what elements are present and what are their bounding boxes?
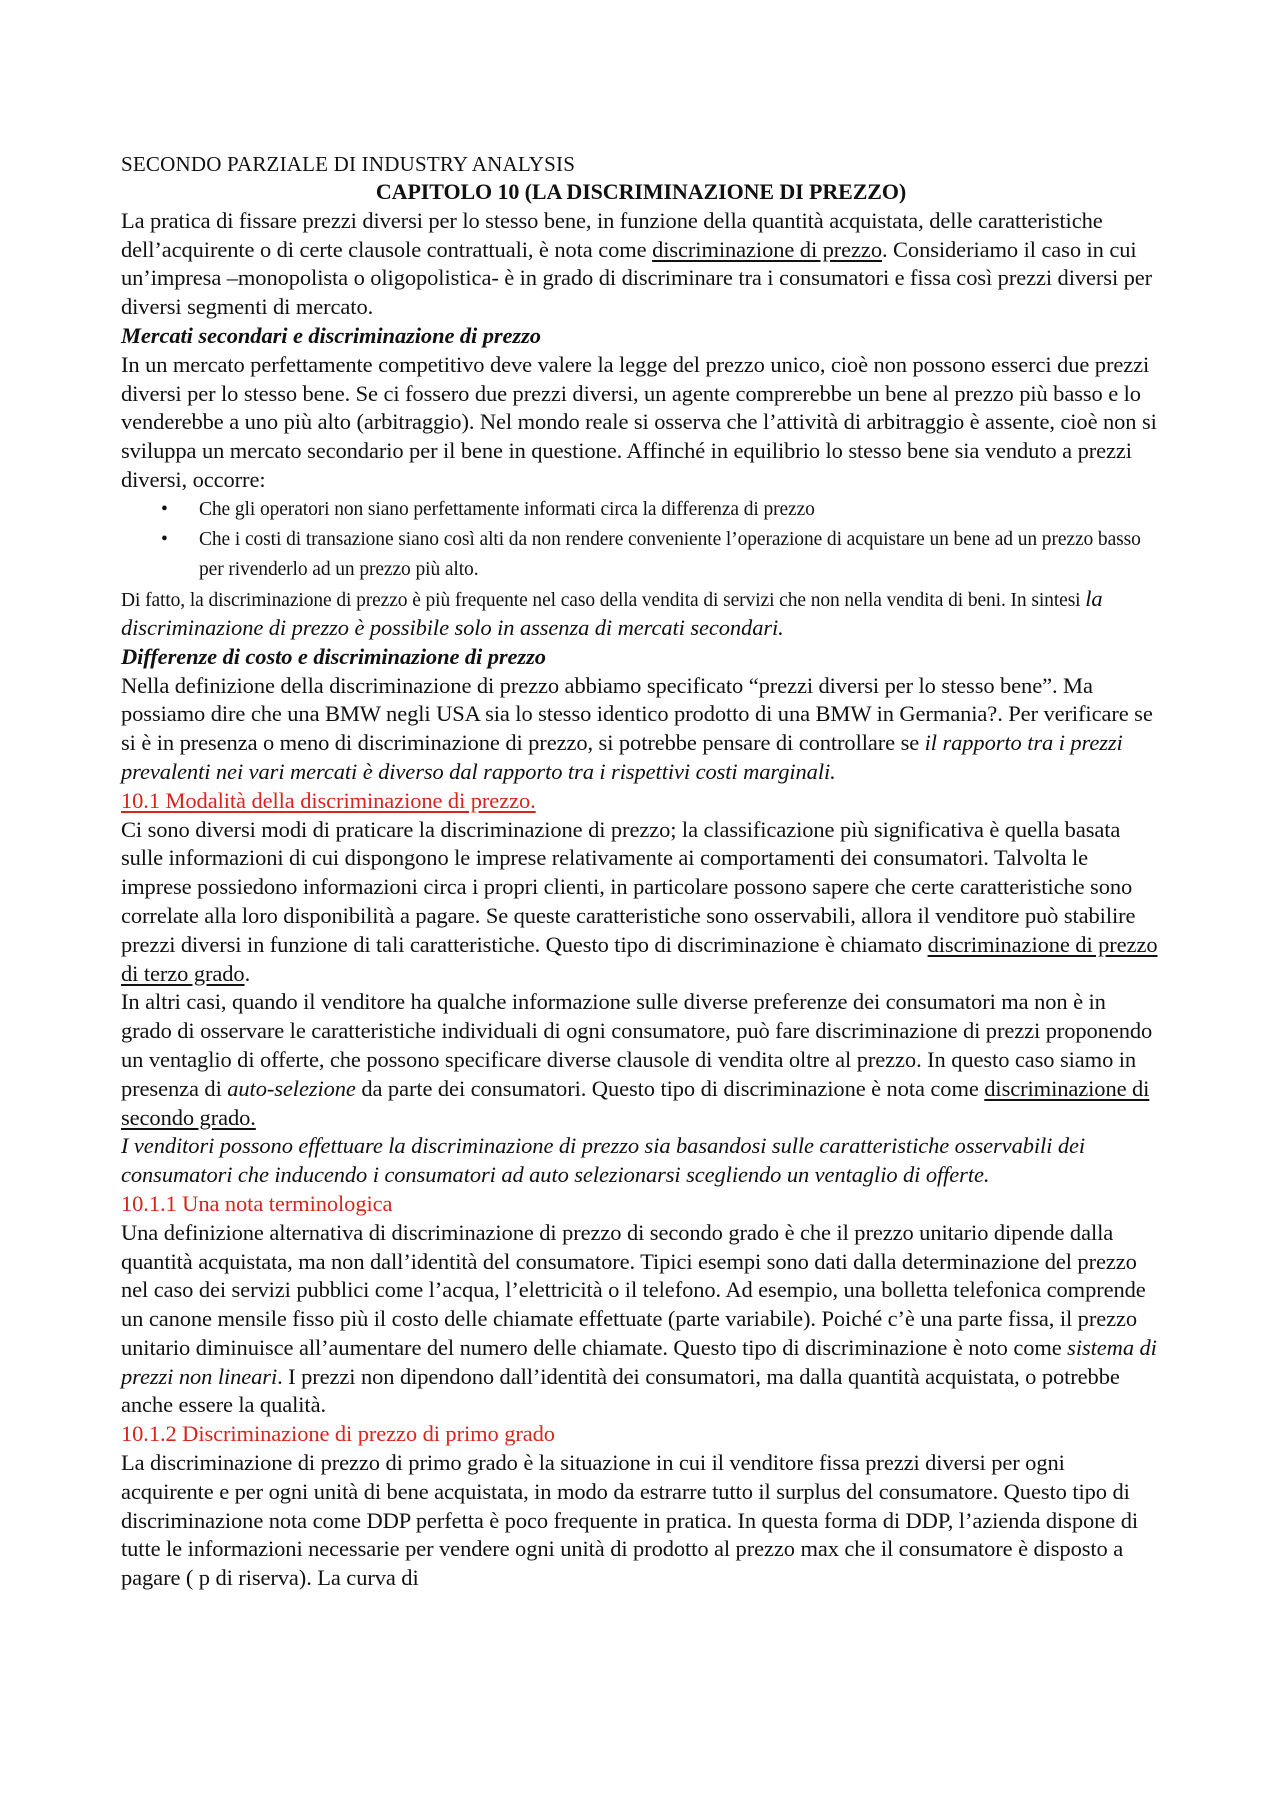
heading-10-1-2: 10.1.2 Discriminazione di prezzo di primo grado bbox=[121, 1421, 555, 1447]
heading-10-1-text: 10.1 Modalità della discriminazione di prezzo. bbox=[121, 787, 536, 813]
conditions-list bbox=[121, 495, 1161, 585]
intro-term: discriminazione di prezzo bbox=[652, 236, 882, 262]
cost-differences-body bbox=[121, 672, 1161, 787]
heading-10-1-1: 10.1.1 Una nota terminologica bbox=[121, 1190, 393, 1216]
section-10-1-paragraph-1 bbox=[121, 816, 1161, 989]
section-10-1-summary: I venditori possono effettuare la discriminazione di prezzo sia basandosi sulle caratteristiche osservabili dei consumatori che inducendo i consumatori ad auto selezionarsi scegliendo un ventaglio di offerte. bbox=[121, 1133, 1086, 1188]
list-item-text: Che gli operatori non siano perfettamente informati circa la differenza di prezzo bbox=[199, 498, 815, 520]
list-item bbox=[121, 495, 1161, 525]
secondary-markets-conclusion bbox=[121, 585, 1161, 643]
p2-mid: da parte dei consumatori. Questo tipo di discriminazione è nota come bbox=[355, 1075, 985, 1101]
p1-text: Ci sono diversi modi di praticare la discriminazione di prezzo; la classificazione più significativa è quella basata sulle informazioni di cui dispongono le imprese relativamente ai comportamenti dei consumatori. Talvolta le imprese possiedono informazioni circa i propri clienti, in particolare possono sapere che certe caratteristiche sono correlate alla loro disponibilità a pagare. Se queste caratteristiche sono osservabili, allora il venditore può stabilire prezzi diversi in funzione di tali caratteristiche. Questo tipo di discriminazione è chiamato bbox=[121, 816, 1136, 957]
bullet-icon: • bbox=[161, 498, 168, 520]
intro-text-2: . Consideriamo il caso in cui un’impresa –monopolista o oligopolistica- è in grado di discriminare tra i consumatori e fissa così prezzi diversi per diversi segmenti di mercato. bbox=[121, 236, 1153, 320]
conclusion-italic: la discriminazione di prezzo è possibile solo in assenza di mercati secondari. bbox=[121, 585, 1103, 640]
cost-italic: il rapporto tra i prezzi prevalenti nei vari mercati è diverso dal rapporto tra i rispettivi costi marginali. bbox=[121, 730, 1123, 784]
heading-cost-differences: Differenze di costo e discriminazione di prezzo bbox=[121, 643, 546, 669]
chapter-title: CAPITOLO 10 (LA DISCRIMINAZIONE DI PREZZO) bbox=[375, 179, 907, 204]
conclusion-text: Di fatto, la discriminazione di prezzo è più frequente nel caso della vendita di servizi che non nella vendita di beni. In sintesi bbox=[121, 589, 1086, 611]
intro-text-1: La pratica di fissare prezzi diversi per lo stesso bene, in funzione della quantità acquistata, delle caratteristiche dell’acquirente o di certe clausole contrattuali, è nota come bbox=[121, 207, 1103, 262]
secondary-markets-body: In un mercato perfettamente competitivo deve valere la legge del prezzo unico, cioè non possono esserci due prezzi diversi per lo stesso bene. Se ci fossero due prezzi diversi, un agente comprerebbe un bene al prezzo più basso e lo venderebbe a uno più alto (arbitraggio). Nel mondo reale si osserva che l’attività di arbitraggio è assente, cioè non si sviluppa un mercato secondario per il bene in questione. Affinché in equilibrio lo stesso bene sia venduto a prezzi diversi, occorre: bbox=[121, 351, 1157, 492]
section-10-1-2-body: La discriminazione di prezzo di primo grado è la situazione in cui il venditore fissa prezzi diversi per ogni acquirente e per ogni unità di bene acquistata, in modo da estrarre tutto il surplus del consumatore. Questo tipo di discriminazione nota come DDP perfetta è poco frequente in pratica. In questa forma di DDP, l’azienda dispone di tutte le informazioni necessarie per vendere ogni unità di prodotto al prezzo max che il consumatore è disposto a pagare ( p di riserva). La curva di bbox=[121, 1450, 1138, 1591]
section-10-1-1-body bbox=[121, 1219, 1161, 1421]
list-item bbox=[121, 525, 1161, 585]
p2-text: In altri casi, quando il venditore ha qualche informazione sulle diverse preferenze dei consumatori ma non è in grado di osservare le caratteristiche individuali di ogni consumatore, può fare discriminazione di prezzi proponendo un ventaglio di offerte, che possono specificare diverse clausole di vendita oltre al prezzo. In questo caso siamo in presenza di bbox=[121, 989, 1153, 1101]
p1-end: . bbox=[244, 960, 251, 986]
list-item-text: Che i costi di transazione siano così alti da non rendere conveniente l’operazione di acquistare un bene ad un prezzo basso per rivenderlo ad un prezzo più alto. bbox=[199, 528, 1141, 580]
terminology-end: . I prezzi non dipendono dall’identità dei consumatori, ma dalla quantità acquistata, o potrebbe anche essere la qualità. bbox=[121, 1363, 1120, 1418]
bullet-icon: • bbox=[161, 528, 168, 550]
terminology-text: Una definizione alternativa di discriminazione di prezzo di secondo grado è che il prezzo unitario dipende dalla quantità acquistata, ma non dall’identità del consumatore. Tipici esempi sono dati dalla determinazione del prezzo nel caso dei servizi pubblici come l’acqua, l’elettricità o il telefono. Ad esempio, una bolletta telefonica comprende un canone mensile fisso più il costo delle chiamate effettuate (parte variabile). Poiché c’è una parte fissa, il prezzo unitario diminuisce all’aumentare del numero delle chiamate. Questo tipo di discriminazione è noto come bbox=[121, 1219, 1146, 1360]
document-page bbox=[121, 150, 1161, 1593]
section-10-1-paragraph-2 bbox=[121, 988, 1161, 1132]
second-degree-term: discriminazione di secondo grado. bbox=[121, 1075, 1150, 1130]
third-degree-term: discriminazione di prezzo di terzo grado bbox=[121, 931, 1158, 986]
nonlinear-term: sistema di prezzi non lineari bbox=[121, 1334, 1157, 1389]
cost-text: Nella definizione della discriminazione di prezzo abbiamo specificato “prezzi diversi per lo stesso bene”. Ma possiamo dire che una BMW negli USA sia lo stesso identico prodotto di una BMW in Germania?. Per verificare se si è in presenza o meno di discriminazione di prezzo, si potrebbe pensare di controllare se bbox=[121, 672, 1153, 756]
intro-paragraph bbox=[121, 207, 1161, 322]
heading-secondary-markets: Mercati secondari e discriminazione di prezzo bbox=[121, 322, 541, 348]
self-selection-term: auto-selezione bbox=[227, 1075, 356, 1101]
document-title: SECONDO PARZIALE DI INDUSTRY ANALYSIS bbox=[121, 152, 576, 176]
heading-10-1 bbox=[121, 787, 1161, 816]
